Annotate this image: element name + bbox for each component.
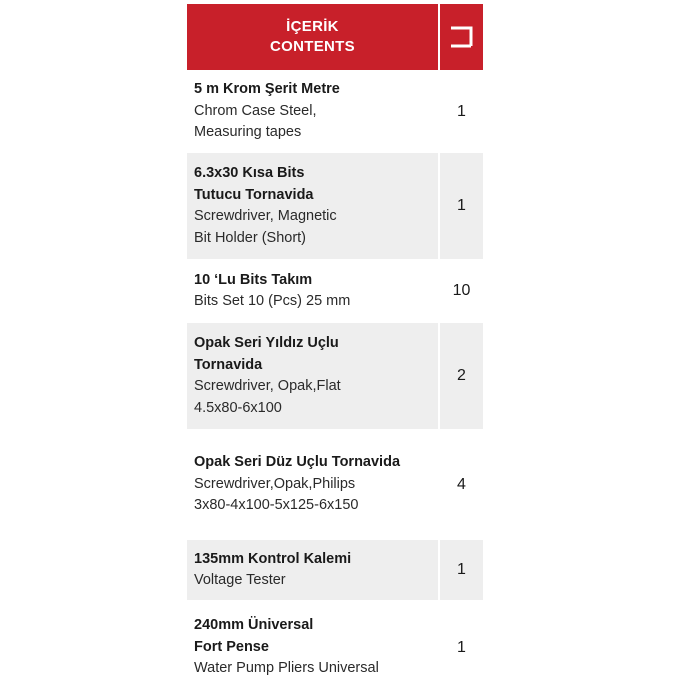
item-name-en: Screwdriver, Magnetic	[194, 208, 337, 224]
item-quantity: 1	[457, 102, 466, 120]
item-name-tr: Fort Pense	[194, 638, 269, 655]
header-title-en: CONTENTS	[270, 38, 355, 55]
item-name-tr: Opak Seri Yıldız Uçlu	[194, 335, 339, 351]
item-quantity: 2	[440, 323, 483, 429]
table-row	[187, 153, 483, 259]
item-description	[187, 323, 438, 429]
item-name-tr: 5 m Krom Şerit Metre	[194, 81, 340, 98]
item-description	[187, 429, 438, 540]
item-description	[187, 600, 438, 695]
item-name-tr: Opak Seri Düz Uçlu Tornavida	[194, 454, 401, 471]
table-body	[187, 70, 483, 695]
item-name-en: Screwdriver,Opak,Philips	[194, 475, 356, 492]
item-quantity: 1	[440, 153, 483, 259]
item-name-tr: 240mm Üniversal	[194, 617, 314, 634]
item-name-en: Chrom Case Steel,	[194, 102, 317, 119]
header-title-tr: İÇERİK	[286, 18, 339, 35]
item-name-tr: 135mm Kontrol Kalemi	[194, 550, 352, 567]
table-row	[187, 600, 483, 695]
item-name-en: Bit Holder (Short)	[194, 229, 307, 246]
item-quantity: 1	[440, 540, 483, 600]
table-header	[187, 4, 483, 70]
item-name-tr: Tornavida	[194, 356, 263, 373]
table-row	[187, 540, 483, 600]
contents-table	[187, 4, 483, 695]
header-title	[187, 4, 438, 70]
item-name-en: Bits Set 10 (Pcs) 25 mm	[194, 293, 351, 309]
item-name-en: Screwdriver, Opak,Flat	[194, 378, 341, 394]
item-name-en: 3x80-4x100-5x125-6x150	[194, 497, 359, 514]
header-qty-cell	[440, 4, 483, 70]
item-quantity: 1	[457, 638, 466, 656]
item-description	[187, 153, 438, 259]
item-description	[187, 70, 438, 153]
item-name-en: Voltage Tester	[194, 572, 286, 588]
item-description	[187, 259, 438, 323]
corner-bracket-icon	[449, 24, 475, 50]
item-name-en: Water Pump Pliers Universal	[194, 660, 379, 677]
item-name-tr: 6.3x30 Kısa Bits	[194, 165, 305, 181]
item-quantity: 4	[457, 475, 466, 493]
item-name-en: Measuring tapes	[194, 124, 302, 141]
item-name-en: 4.5x80-6x100	[194, 399, 282, 416]
item-name-tr: 10 ‘Lu Bits Takım	[194, 271, 313, 288]
table-row	[187, 323, 483, 429]
table-row	[187, 259, 483, 323]
item-quantity: 10	[452, 282, 471, 299]
table-row	[187, 429, 483, 540]
item-description	[187, 540, 438, 600]
table-row	[187, 70, 483, 153]
item-name-tr: Tutucu Tornavida	[194, 186, 314, 203]
